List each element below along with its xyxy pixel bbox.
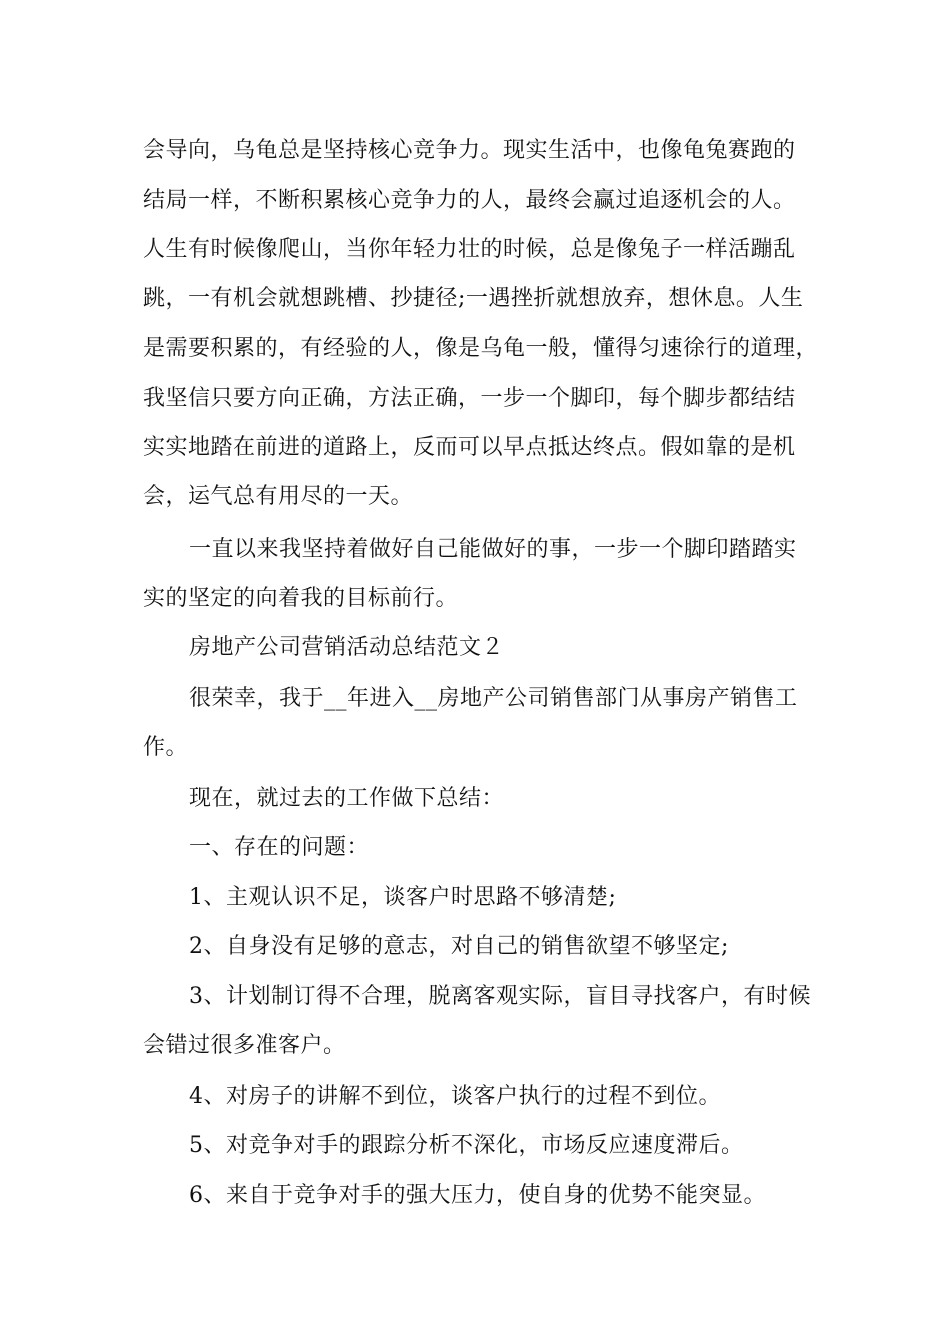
subsection-title: 一、存在的问题： [189,835,370,860]
list-item: 6、来自于竞争对手的强大压力，使自身的优势不能突显。 [189,1183,766,1208]
paragraph-line: 是需要积累的，有经验的人，像是乌龟一般，懂得匀速徐行的道理， [143,336,819,361]
paragraph-line: 实实地踏在前进的道路上，反而可以早点抵达终点。假如靠的是机 [143,435,796,460]
paragraph-line: 很荣幸，我于__年进入__房地产公司销售部门从事房产销售工 [189,686,798,711]
paragraph-line: 人生有时候像爬山，当你年轻力壮的时候，总是像兔子一样活蹦乱 [143,237,796,262]
paragraph-line: 跳，一有机会就想跳槽、抄捷径;一遇挫折就想放弃，想休息。人生 [143,286,804,311]
section-heading: 房地产公司营销活动总结范文２ [189,635,505,660]
paragraph-line: 实的坚定的向着我的目标前行。 [143,586,459,611]
list-item: 4、对房子的讲解不到位，谈客户执行的过程不到位。 [189,1084,721,1109]
paragraph-line: 一直以来我坚持着做好自己能做好的事，一步一个脚印踏踏实 [189,537,797,562]
list-item-continuation: 会错过很多准客户。 [143,1033,346,1058]
list-item: 2、自身没有足够的意志，对自己的销售欲望不够坚定; [189,934,729,959]
paragraph-line: 结局一样，不断积累核心竞争力的人，最终会赢过追逐机会的人。 [143,188,796,213]
paragraph-line: 现在，就过去的工作做下总结： [189,786,505,811]
list-item: 1、主观认识不足，谈客户时思路不够清楚; [189,885,617,910]
paragraph-line: 作。 [143,735,189,760]
paragraph-line: 会导向，乌龟总是坚持核心竞争力。现实生活中，也像龟兔赛跑的 [143,138,796,163]
list-item: 5、对竞争对手的跟踪分析不深化，市场反应速度滞后。 [189,1133,744,1158]
paragraph-line: 我坚信只要方向正确，方法正确，一步一个脚印，每个脚步都结结 [143,386,796,411]
paragraph-line: 会，运气总有用尽的一天。 [143,484,414,509]
list-item: 3、计划制订得不合理，脱离客观实际，盲目寻找客户，有时候 [189,984,811,1009]
